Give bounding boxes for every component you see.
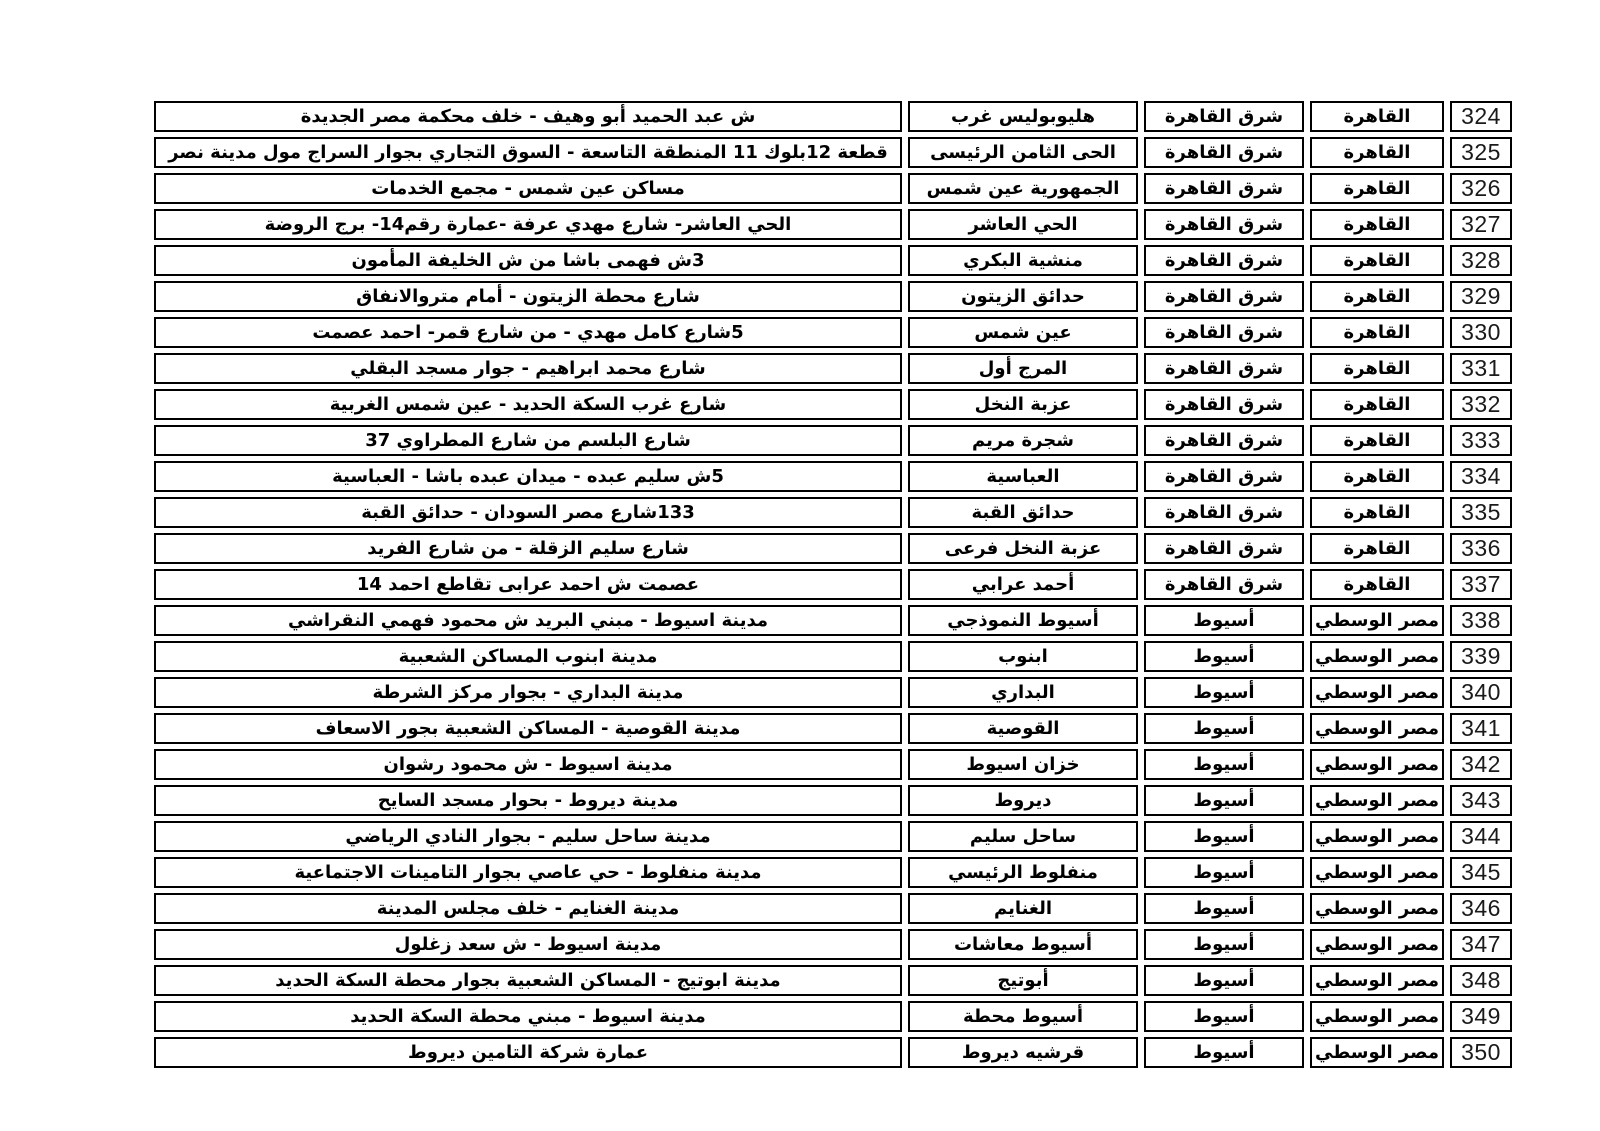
cell-address: مدينة اسيوط - ش سعد زغلول [154, 929, 902, 960]
cell-region: القاهرة [1310, 533, 1444, 564]
table-row [154, 245, 1512, 276]
cell-office-name: عزبة النخل [908, 389, 1138, 420]
cell-office-name: القوصية [908, 713, 1138, 744]
table-row [154, 173, 1512, 204]
table-row [154, 749, 1512, 780]
cell-region: مصر الوسطي [1310, 1037, 1444, 1068]
table-row [154, 641, 1512, 672]
cell-region: مصر الوسطي [1310, 857, 1444, 888]
cell-serial-number: 325 [1450, 137, 1512, 168]
table-row [154, 569, 1512, 600]
cell-zone: شرق القاهرة [1144, 317, 1304, 348]
cell-address: مساكن عين شمس - مجمع الخدمات [154, 173, 902, 204]
cell-region: مصر الوسطي [1310, 1001, 1444, 1032]
cell-region: القاهرة [1310, 137, 1444, 168]
table-row [154, 1001, 1512, 1032]
cell-address: شارع سليم الزقلة - من شارع الفريد [154, 533, 902, 564]
cell-serial-number: 344 [1450, 821, 1512, 852]
cell-address: شارع محطة الزيتون - أمام متروالانفاق [154, 281, 902, 312]
cell-address: ش عبد الحميد أبو وهيف - خلف محكمة مصر الجديدة [154, 101, 902, 132]
cell-zone: أسيوط [1144, 641, 1304, 672]
cell-office-name: الغنايم [908, 893, 1138, 924]
table-row [154, 677, 1512, 708]
table-row [154, 209, 1512, 240]
cell-zone: شرق القاهرة [1144, 137, 1304, 168]
cell-zone: أسيوط [1144, 1037, 1304, 1068]
cell-zone: شرق القاهرة [1144, 533, 1304, 564]
cell-office-name: قرشيه ديروط [908, 1037, 1138, 1068]
table-row [154, 353, 1512, 384]
cell-zone: أسيوط [1144, 677, 1304, 708]
cell-office-name: أحمد عرابي [908, 569, 1138, 600]
cell-address: 5ش سليم عبده - ميدان عبده باشا - العباسية [154, 461, 902, 492]
cell-serial-number: 349 [1450, 1001, 1512, 1032]
cell-address: مدينة ديروط - بحوار مسجد السايح [154, 785, 902, 816]
table-row [154, 893, 1512, 924]
cell-zone: شرق القاهرة [1144, 281, 1304, 312]
cell-office-name: عزبة النخل فرعى [908, 533, 1138, 564]
cell-office-name: شجرة مريم [908, 425, 1138, 456]
cell-serial-number: 343 [1450, 785, 1512, 816]
cell-office-name: عين شمس [908, 317, 1138, 348]
cell-address: 5شارع كامل مهدي - من شارع قمر- احمد عصمت [154, 317, 902, 348]
cell-address: قطعة 12بلوك 11 المنطقة التاسعة - السوق التجاري بجوار السراج مول مدينة نصر [154, 137, 902, 168]
cell-serial-number: 330 [1450, 317, 1512, 348]
cell-office-name: أبوتيج [908, 965, 1138, 996]
cell-serial-number: 341 [1450, 713, 1512, 744]
cell-region: مصر الوسطي [1310, 785, 1444, 816]
cell-office-name: حدائق القبة [908, 497, 1138, 528]
cell-zone: أسيوط [1144, 965, 1304, 996]
cell-zone: أسيوط [1144, 785, 1304, 816]
cell-zone: شرق القاهرة [1144, 209, 1304, 240]
cell-address: 3ش فهمى باشا من ش الخليفة المأمون [154, 245, 902, 276]
cell-serial-number: 346 [1450, 893, 1512, 924]
table-row [154, 281, 1512, 312]
cell-zone: شرق القاهرة [1144, 353, 1304, 384]
cell-serial-number: 339 [1450, 641, 1512, 672]
table-row [154, 929, 1512, 960]
cell-serial-number: 347 [1450, 929, 1512, 960]
cell-region: مصر الوسطي [1310, 641, 1444, 672]
cell-zone: أسيوط [1144, 605, 1304, 636]
cell-serial-number: 340 [1450, 677, 1512, 708]
cell-office-name: هليوبوليس غرب [908, 101, 1138, 132]
cell-region: القاهرة [1310, 569, 1444, 600]
cell-address: شارع غرب السكة الحديد - عين شمس الغربية [154, 389, 902, 420]
cell-address: الحي العاشر- شارع مهدي عرفة -عمارة رقم14- برج الروضة [154, 209, 902, 240]
branch-directory-table-wrap [148, 96, 1518, 1073]
cell-region: مصر الوسطي [1310, 893, 1444, 924]
cell-region: القاهرة [1310, 353, 1444, 384]
table-row [154, 821, 1512, 852]
cell-zone: أسيوط [1144, 893, 1304, 924]
cell-region: القاهرة [1310, 497, 1444, 528]
cell-region: مصر الوسطي [1310, 821, 1444, 852]
cell-zone: شرق القاهرة [1144, 569, 1304, 600]
cell-zone: أسيوط [1144, 713, 1304, 744]
cell-zone: شرق القاهرة [1144, 461, 1304, 492]
cell-office-name: الجمهورية عين شمس [908, 173, 1138, 204]
table-row [154, 1037, 1512, 1068]
cell-office-name: منشية البكري [908, 245, 1138, 276]
cell-office-name: حدائق الزيتون [908, 281, 1138, 312]
cell-region: القاهرة [1310, 281, 1444, 312]
cell-region: القاهرة [1310, 209, 1444, 240]
cell-zone: شرق القاهرة [1144, 245, 1304, 276]
cell-zone: أسيوط [1144, 821, 1304, 852]
cell-serial-number: 348 [1450, 965, 1512, 996]
table-row [154, 785, 1512, 816]
cell-serial-number: 345 [1450, 857, 1512, 888]
cell-region: القاهرة [1310, 389, 1444, 420]
table-row [154, 965, 1512, 996]
cell-office-name: ديروط [908, 785, 1138, 816]
cell-address: مدينة منفلوط - حي عاصي بجوار التامينات الاجتماعية [154, 857, 902, 888]
table-row [154, 389, 1512, 420]
cell-region: مصر الوسطي [1310, 965, 1444, 996]
cell-office-name: العباسية [908, 461, 1138, 492]
cell-address: شارع محمد ابراهيم - جوار مسجد البقلي [154, 353, 902, 384]
table-row [154, 461, 1512, 492]
cell-region: مصر الوسطي [1310, 929, 1444, 960]
cell-region: القاهرة [1310, 317, 1444, 348]
cell-address: عمارة شركة التامين ديروط [154, 1037, 902, 1068]
cell-region: القاهرة [1310, 245, 1444, 276]
cell-address: عصمت ش احمد عرابى تقاطع احمد 14 [154, 569, 902, 600]
cell-region: مصر الوسطي [1310, 713, 1444, 744]
cell-address: شارع البلسم من شارع المطراوي 37 [154, 425, 902, 456]
cell-address: مدينة القوصية - المساكن الشعبية بجور الاسعاف [154, 713, 902, 744]
cell-address: مدينة اسيوط - مبني محطة السكة الحديد [154, 1001, 902, 1032]
cell-zone: شرق القاهرة [1144, 389, 1304, 420]
cell-serial-number: 332 [1450, 389, 1512, 420]
table-row [154, 101, 1512, 132]
cell-serial-number: 324 [1450, 101, 1512, 132]
cell-office-name: أسيوط النموذجي [908, 605, 1138, 636]
cell-region: القاهرة [1310, 173, 1444, 204]
cell-region: مصر الوسطي [1310, 749, 1444, 780]
cell-region: مصر الوسطي [1310, 677, 1444, 708]
cell-serial-number: 335 [1450, 497, 1512, 528]
cell-serial-number: 350 [1450, 1037, 1512, 1068]
cell-office-name: ابنوب [908, 641, 1138, 672]
cell-zone: شرق القاهرة [1144, 101, 1304, 132]
cell-serial-number: 327 [1450, 209, 1512, 240]
table-row [154, 137, 1512, 168]
cell-office-name: خزان اسيوط [908, 749, 1138, 780]
cell-serial-number: 333 [1450, 425, 1512, 456]
cell-address: 133شارع مصر السودان - حدائق القبة [154, 497, 902, 528]
table-body [154, 101, 1512, 1068]
cell-region: مصر الوسطي [1310, 605, 1444, 636]
cell-office-name: المرج أول [908, 353, 1138, 384]
branch-directory-table [148, 96, 1518, 1073]
cell-address: مدينة ابنوب المساكن الشعبية [154, 641, 902, 672]
cell-address: مدينة اسيوط - مبني البريد ش محمود فهمي النقراشي [154, 605, 902, 636]
cell-serial-number: 334 [1450, 461, 1512, 492]
table-row [154, 533, 1512, 564]
table-row [154, 497, 1512, 528]
cell-address: مدينة البداري - بجوار مركز الشرطة [154, 677, 902, 708]
cell-serial-number: 328 [1450, 245, 1512, 276]
cell-office-name: الحى الثامن الرئيسى [908, 137, 1138, 168]
cell-serial-number: 342 [1450, 749, 1512, 780]
cell-serial-number: 337 [1450, 569, 1512, 600]
cell-zone: أسيوط [1144, 929, 1304, 960]
cell-zone: أسيوط [1144, 857, 1304, 888]
cell-office-name: ساحل سليم [908, 821, 1138, 852]
cell-address: مدينة الغنايم - خلف مجلس المدينة [154, 893, 902, 924]
cell-zone: شرق القاهرة [1144, 425, 1304, 456]
cell-region: القاهرة [1310, 101, 1444, 132]
cell-office-name: الحي العاشر [908, 209, 1138, 240]
cell-office-name: منفلوط الرئيسي [908, 857, 1138, 888]
cell-serial-number: 329 [1450, 281, 1512, 312]
cell-serial-number: 331 [1450, 353, 1512, 384]
cell-office-name: أسيوط معاشات [908, 929, 1138, 960]
cell-address: مدينة ابوتيج - المساكن الشعبية بجوار محطة السكة الحديد [154, 965, 902, 996]
table-row [154, 317, 1512, 348]
cell-region: القاهرة [1310, 461, 1444, 492]
cell-office-name: البداري [908, 677, 1138, 708]
cell-zone: شرق القاهرة [1144, 173, 1304, 204]
cell-address: مدينة ساحل سليم - بجوار النادي الرياضي [154, 821, 902, 852]
table-row [154, 713, 1512, 744]
cell-address: مدينة اسيوط - ش محمود رشوان [154, 749, 902, 780]
table-row [154, 605, 1512, 636]
table-row [154, 857, 1512, 888]
cell-zone: أسيوط [1144, 749, 1304, 780]
cell-zone: شرق القاهرة [1144, 497, 1304, 528]
cell-serial-number: 338 [1450, 605, 1512, 636]
cell-serial-number: 336 [1450, 533, 1512, 564]
table-row [154, 425, 1512, 456]
cell-region: القاهرة [1310, 425, 1444, 456]
cell-office-name: أسيوط محطة [908, 1001, 1138, 1032]
cell-zone: أسيوط [1144, 1001, 1304, 1032]
cell-serial-number: 326 [1450, 173, 1512, 204]
